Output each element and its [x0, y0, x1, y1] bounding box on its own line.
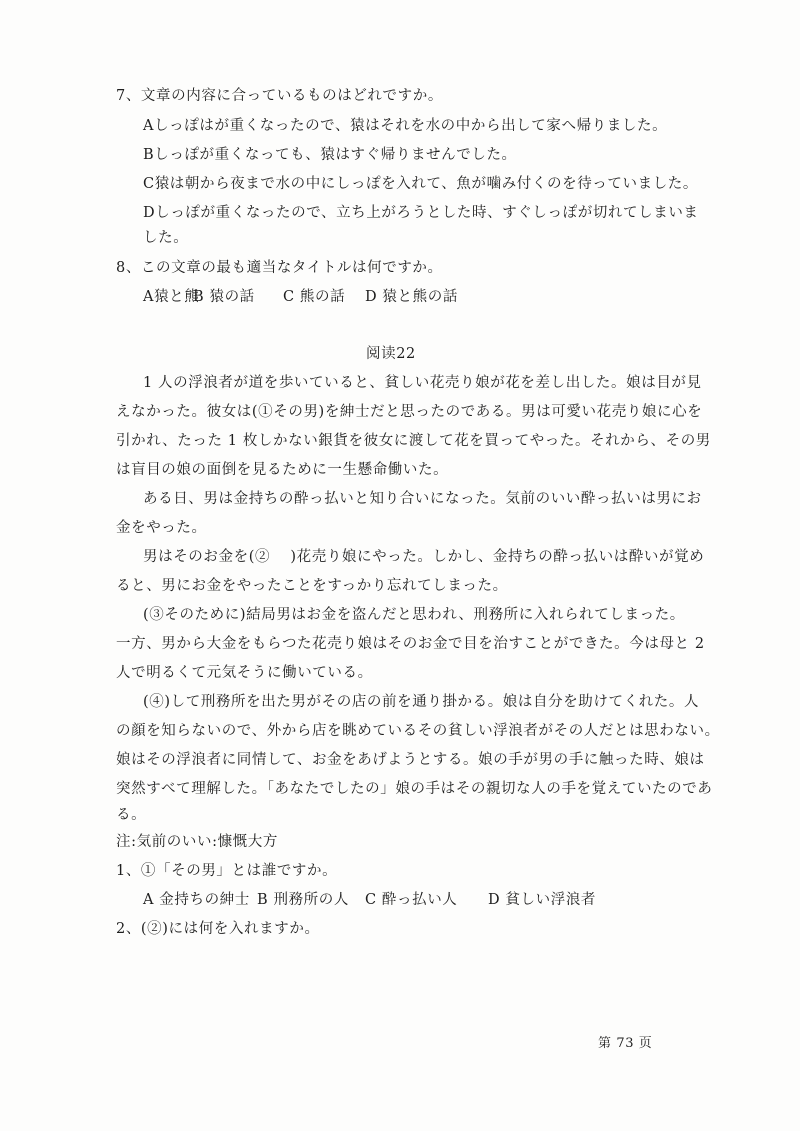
- page-number: 第 73 页: [598, 1036, 653, 1051]
- passage-line: る。: [116, 807, 147, 823]
- question-8-options: [143, 287, 483, 307]
- question-1-option-c: C 酔っ払い人: [365, 892, 458, 908]
- question-8-option-c: C 熊の話: [283, 289, 346, 305]
- question-8: 8、この文章の最も適当なタイトルは何ですか。: [116, 260, 443, 276]
- question-1-option-b: B 刑務所の人: [257, 892, 349, 908]
- passage-line: (③そのために)結局男はお金を盗んだと思われ、刑務所に入れられてしまった。: [143, 607, 685, 623]
- passage-line: 人で明るくて元気そうに働いている。: [116, 665, 373, 681]
- passage-line: 一方、男から大金をもらつた花売り娘はそのお金で目を治すことができた。今は母と 2: [116, 636, 705, 652]
- question-8-option-a: A猿と熊: [143, 289, 200, 305]
- question-7-option-c: C猿は朝から夜まで水の中にしっぽを入れて、魚が噛み付くのを待っていました。: [143, 176, 699, 192]
- vocabulary-note: 注:気前のいい:慷慨大方: [116, 834, 278, 850]
- passage-line: の顔を知らないので、外から店を眺めているその貧しい浮浪者がその人だとは思わない。: [116, 723, 720, 739]
- passage-line: 引かれ、たった 1 枚しかない銀貨を彼女に渡して花を買ってやった。それから、その男: [116, 433, 711, 449]
- passage-line: えなかった。彼女は(①その男)を紳士だと思ったのである。男は可愛い花売り娘に心を: [116, 404, 703, 420]
- question-1: 1、①「その男」とは誰ですか。: [116, 863, 338, 879]
- passage-line: 男はそのお金を(② )花売り娘にやった。しかし、金持ちの酔っ払いは酔いが覚め: [143, 549, 705, 565]
- passage-line: 突然すべて理解した。「あなたでしたの」娘の手はその親切な人の手を覚えていたのであ: [116, 781, 713, 797]
- question-7: 7、文章の内容に合っているものはどれですか。: [116, 88, 443, 104]
- question-1-options: [143, 890, 603, 910]
- passage-line: 金をやった。: [116, 520, 207, 536]
- passage-line: 娘はその浮浪者に同情して、お金をあげようとする。娘の手が男の手に触った時、娘は: [116, 752, 705, 768]
- question-8-option-d: D 猿と熊の話: [365, 289, 458, 305]
- question-7-option-b: Bしっぽが重くなっても、猿はすぐ帰りませんでした。: [143, 147, 517, 163]
- question-1-option-a: A 金持ちの紳士: [143, 892, 250, 908]
- question-8-option-b: B 猿の話: [193, 289, 255, 305]
- question-7-option-a: Aしっぽはが重くなったので、猿はそれを水の中から出して家へ帰りました。: [143, 118, 668, 134]
- question-1-option-d: D 貧しい浮浪者: [488, 892, 597, 908]
- passage-line: (④)して刑務所を出た男がその店の前を通り掛かる。娘は自分を助けてくれた。人: [143, 694, 700, 710]
- question-2: 2、(②)には何を入れますか。: [116, 921, 320, 937]
- reading-title: 阅读22: [366, 346, 416, 362]
- passage-line: ると、男にお金をやったことをすっかり忘れてしまった。: [116, 578, 508, 594]
- question-7-option-d-cont: した。: [143, 230, 189, 246]
- passage-line: は盲目の娘の面倒を見るために一生懸命働いた。: [116, 462, 449, 478]
- question-7-option-d: Dしっぽが重くなったので、立ち上がろうとした時、すぐしっぽが切れてしまいま: [143, 205, 699, 221]
- passage-line: ある日、男は金持ちの酔っ払いと知り合いになった。気前のいい酔っ払いは男にお: [143, 491, 702, 507]
- passage-line: 1 人の浮浪者が道を歩いていると、貧しい花売り娘が花を差し出した。娘は目が見: [143, 375, 702, 391]
